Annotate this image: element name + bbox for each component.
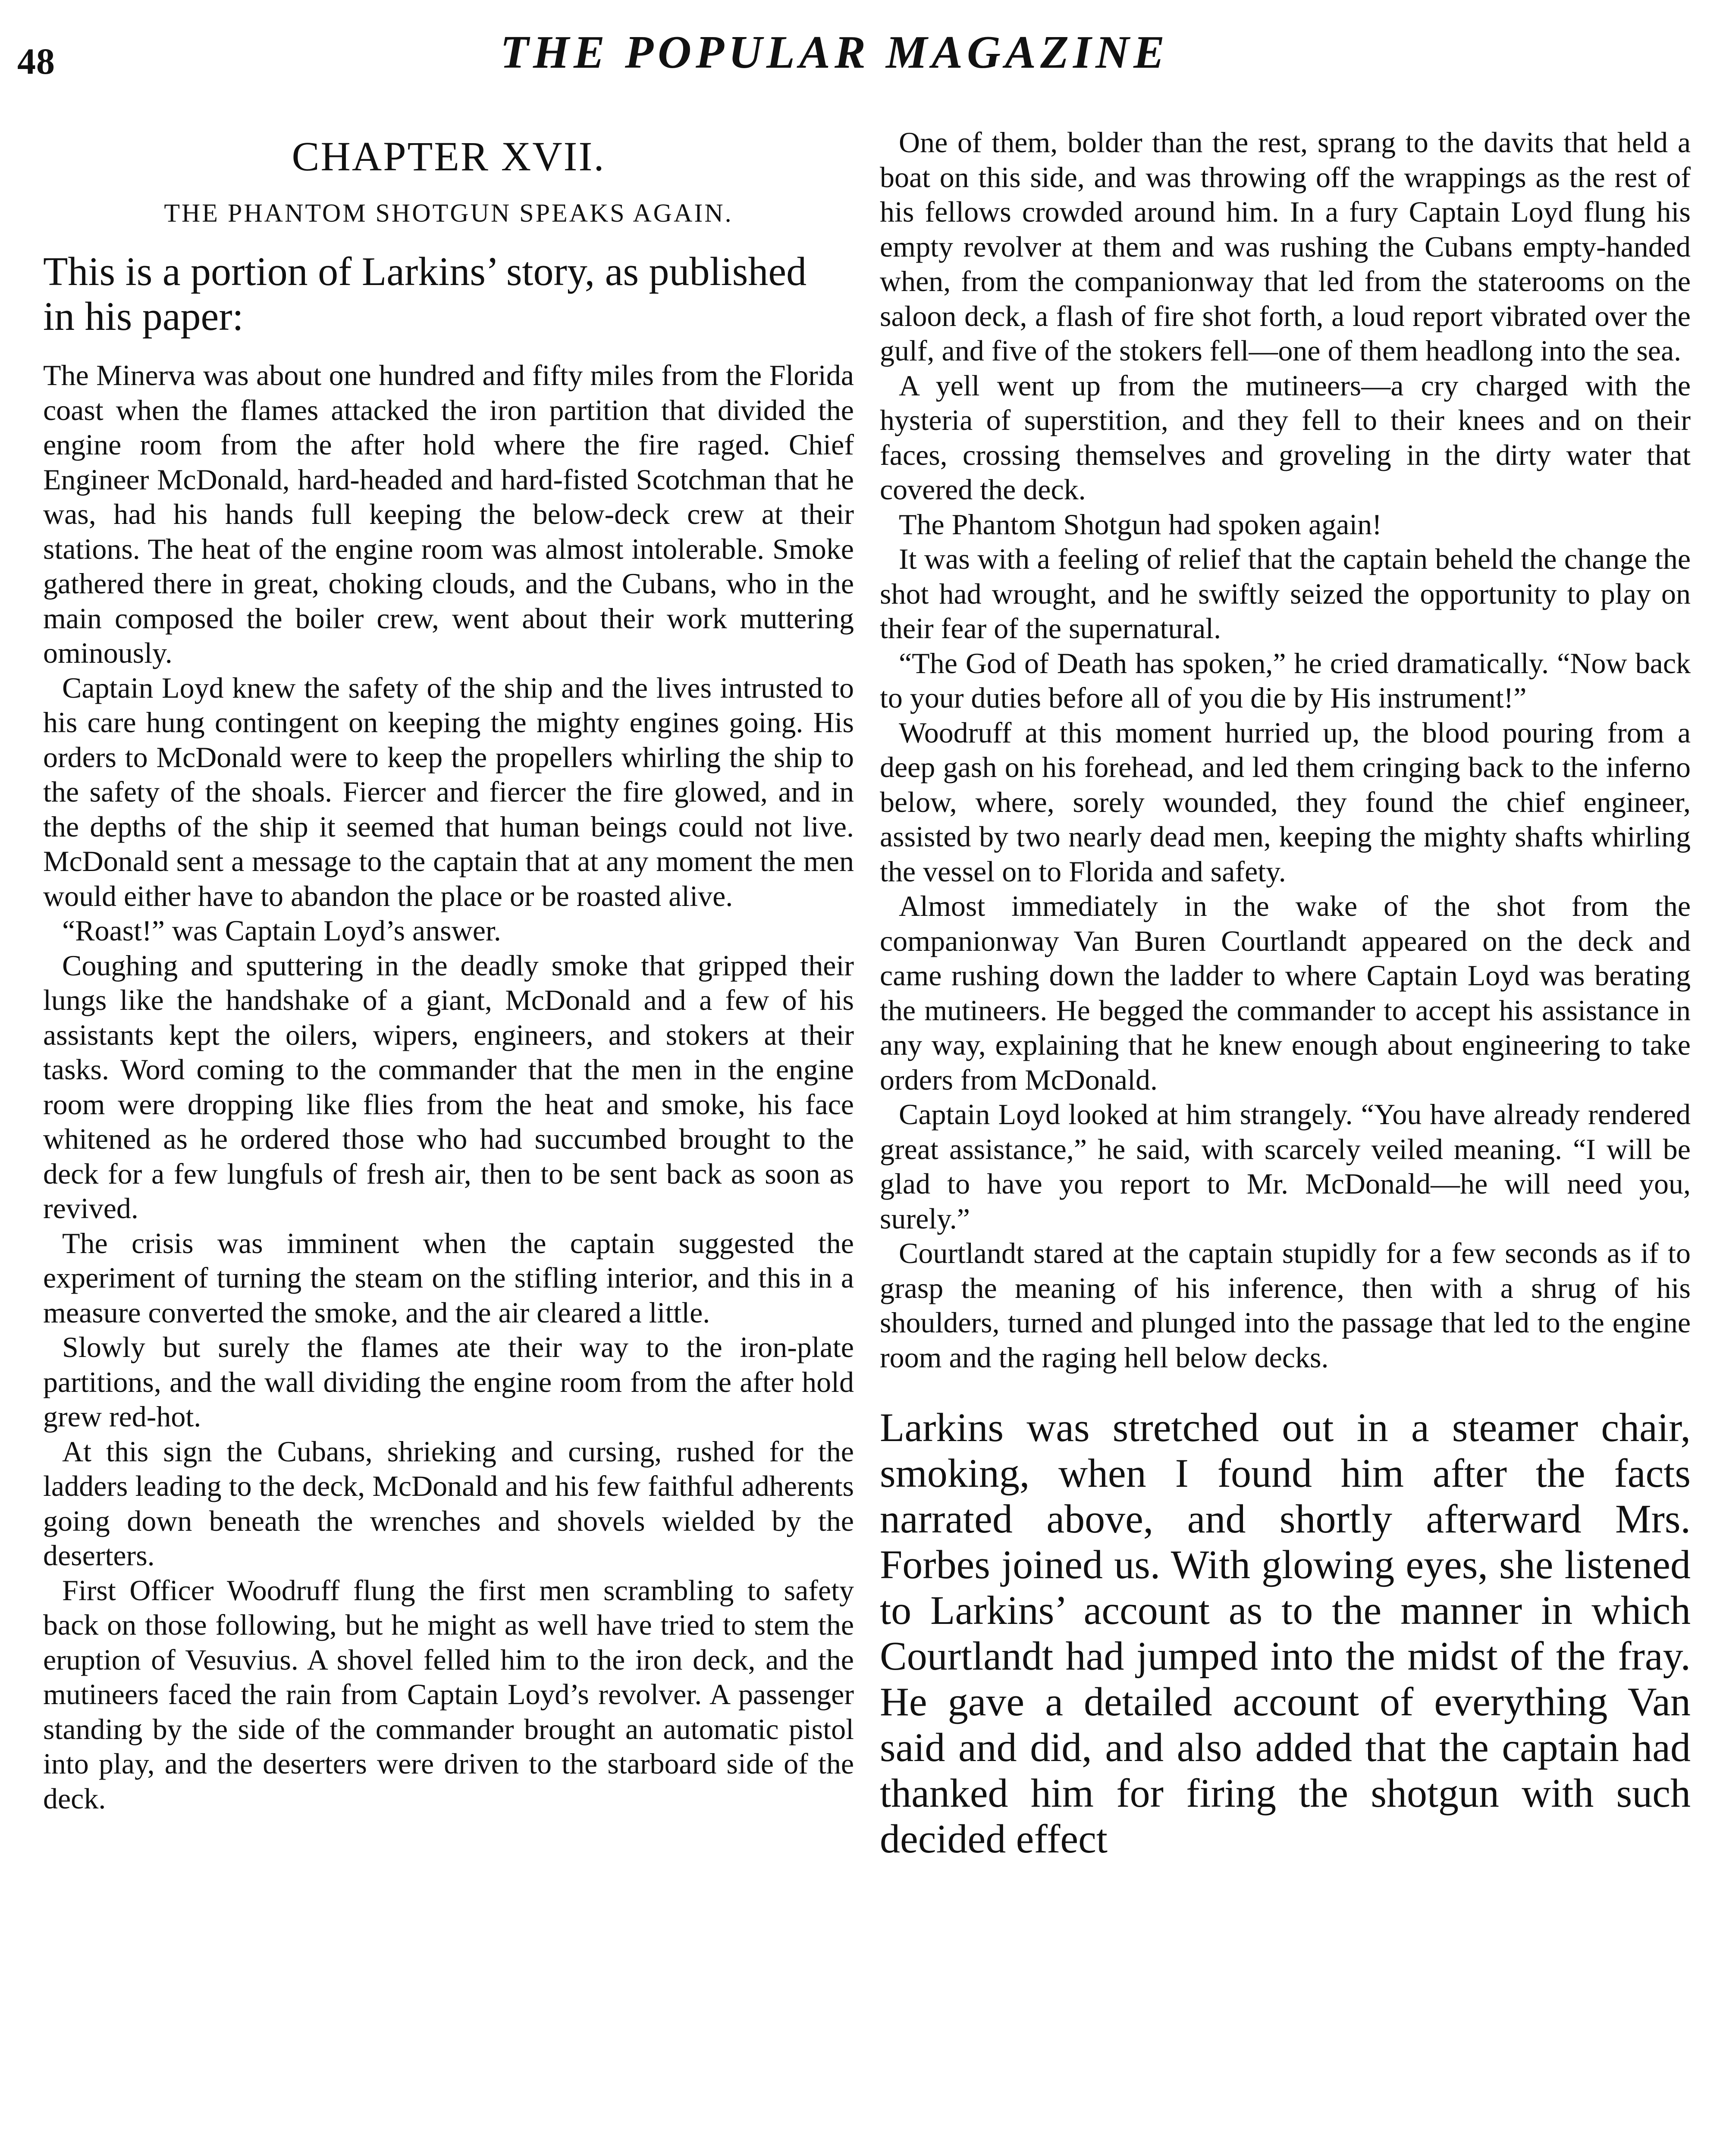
paragraph: “Roast!” was Captain Loyd’s answer.	[62, 914, 501, 947]
paragraph: One of them, bolder than the rest, sprang to the davits that held a boat on this side, and was throwing off the wrappings as the rest of his fellows crowded around him. In a fury Captain Loyd flung his empty revolver at them and was rushing the Cubans empty-handed when, from the companionway that led from the staterooms on the saloon deck, a flash of fire shot forth, a loud report vibrated over the gulf, and five of the stokers fell—one of them headlong into the sea.	[880, 126, 1691, 367]
paragraph: The crisis was imminent when the captain suggested the experiment of turning the steam on the stifling interior, and this in a measure converted the smoke, and the air cleared a little.	[43, 1226, 854, 1329]
left-column	[43, 125, 854, 2156]
paragraph: Almost immediately in the wake of the shot from the companionway Van Buren Courtlandt appeared on the deck and came rushing down the ladder to where Captain Loyd was berating the mutineers. He begged the commander to accept his assistance in any way, explaining that he knew enough about engineering to take orders from McDonald.	[880, 890, 1691, 1096]
running-title: THE POPULAR MAGAZINE	[500, 27, 1169, 78]
paragraph: The Phantom Shotgun had spoken again!	[899, 508, 1382, 541]
paragraph: First Officer Woodruff flung the first men scrambling to safety back on those following, but he might as well have tried to stem the eruption of Vesuvius. A shovel felled him to the iron deck, and the mutineers faced the rain from Captain Loyd’s revolver. A passenger standing by the side of the commander brought an automatic pistol into play, and the deserters were driven to the starboard side of the deck.	[43, 1573, 854, 1815]
paragraph: Slowly but surely the flames ate their way to the iron-plate partitions, and the wall dividing the engine room from the after hold grew red-hot.	[43, 1331, 854, 1433]
paragraph: Woodruff at this moment hurried up, the blood pouring from a deep gash on his forehead, and led them cringing back to the inferno below, where, sorely wounded, they found the chief engineer, assisted by two nearly dead men, keeping the mighty shafts whirling the vessel on to Florida and safety.	[880, 716, 1691, 888]
paragraph: At this sign the Cubans, shrieking and cursing, rushed for the ladders leading to the deck, McDonald and his few faithful adherents going down beneath the wrenches and shovels wielded by the deserters.	[43, 1435, 854, 1572]
paragraph: The Minerva was about one hundred and fifty miles from the Florida coast when the flames attacked the iron partition that divided the engine room from the after hold where the fire raged. Chief Engineer McDonald, hard-headed and hard-fisted Scotchman that he was, had his hands full keeping the below-deck crew at their stations. The heat of the engine room was almost intolerable. Smoke gathered there in great, choking clouds, and the Cubans, who in the main composed the boiler crew, went about their work muttering ominously.	[43, 359, 854, 669]
paragraph: Coughing and sputtering in the deadly smoke that gripped their lungs like the handshake of a giant, McDonald and a few of his assistants kept the oilers, wipers, engineers, and stokers at their tasks. Word coming to the commander that the men in the engine room were dropping like flies from the heat and smoke, his face whitened as he ordered those who had succumbed brought to the deck for a few lungfuls of fresh air, then to be sent back as soon as revived.	[43, 949, 854, 1225]
paragraph: “The God of Death has spoken,” he cried dramatically. “Now back to your duties before all of you die by His instrument!”	[880, 646, 1691, 714]
chapter-subtitle: THE PHANTOM SHOTGUN SPEAKS AGAIN.	[164, 199, 733, 227]
right-column	[880, 125, 1691, 2156]
paragraph: A yell went up from the mutineers—a cry charged with the hysteria of superstition, and they fell to their knees and on their faces, crossing themselves and groveling in the dirty water that covered the deck.	[880, 369, 1691, 506]
page-number: 48	[17, 41, 55, 82]
closing-paragraph: Larkins was stretched out in a steamer chair, smoking, when I found him after the facts narrated above, and shortly afterward Mrs. Forbes joined us. With glowing eyes, she listened to Larkins’ account as to the manner in which Courtlandt had jumped into the midst of the fray. He gave a detailed account of everything Van said and did, and also added that the captain had thanked him for firing the shotgun with such decided effect	[880, 1405, 1691, 1861]
paragraph: Courtlandt stared at the captain stupidly for a few seconds as if to grasp the meaning of his inference, then with a shrug of his shoulders, turned and plunged into the passage that led to the engine room and the raging hell below decks.	[880, 1237, 1691, 1374]
chapter-intro: This is a portion of Larkins’ story, as published in his paper:	[43, 249, 807, 339]
paragraph: Captain Loyd knew the safety of the ship and the lives intrusted to his care hung contingent on keeping the mighty engines going. His orders to McDonald were to keep the propellers whirling the ship to the safety of the shoals. Fiercer and fiercer the fire glowed, and in the depths of the ship it seemed that human beings could not live. McDonald sent a message to the captain that at any moment the men would either have to abandon the place or be roasted alive.	[43, 671, 854, 912]
chapter-title: CHAPTER XVII.	[292, 133, 606, 179]
paragraph: It was with a feeling of relief that the captain beheld the change the shot had wrought, and he swiftly seized the opportunity to play on their fear of the supernatural.	[880, 542, 1691, 645]
paragraph: Captain Loyd looked at him strangely. “You have already rendered great assistance,” he said, with scarcely veiled meaning. “I will be glad to have you report to Mr. McDonald—he will need you, surely.”	[880, 1098, 1691, 1235]
